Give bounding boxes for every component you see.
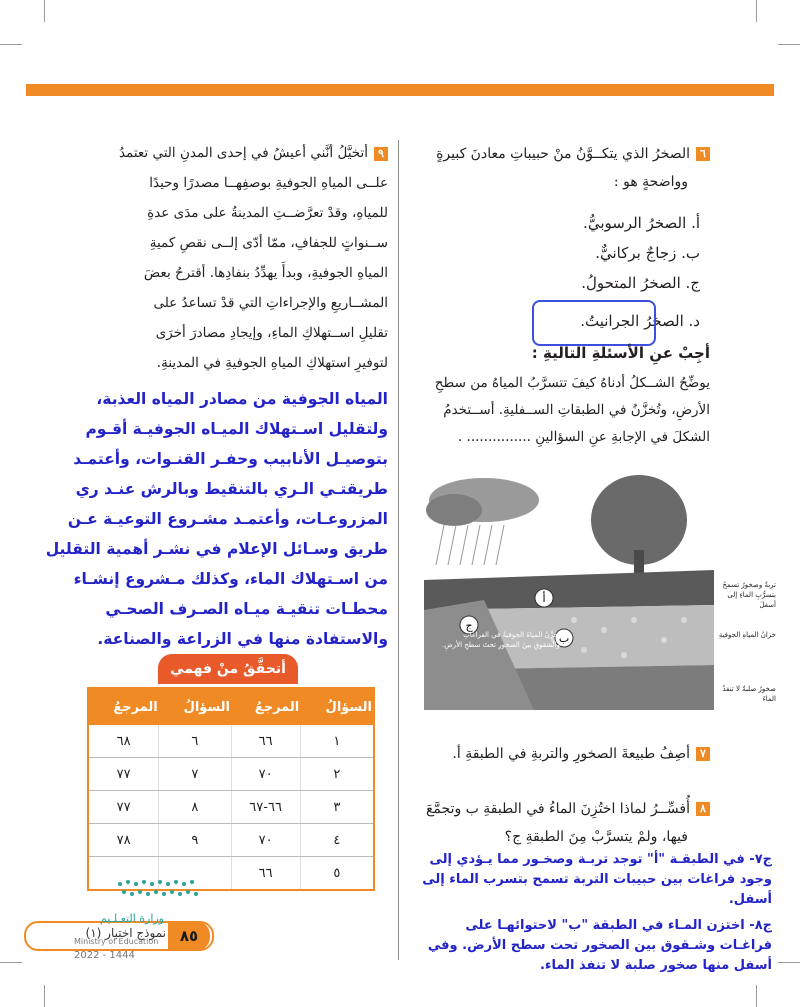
question-7 bbox=[410, 740, 710, 768]
section-heading: أجِبْ عنِ الأسئلةِ التاليةِ : bbox=[531, 344, 710, 362]
table-cell: ٧٠ bbox=[231, 758, 300, 791]
question-text: المياهِ الجوفيةِ، وبدأَ يهدِّدُ بنفادِها. أقترحُ بعضَ bbox=[143, 265, 388, 281]
crop-mark bbox=[756, 985, 757, 1007]
question-number: ٨ bbox=[696, 802, 710, 816]
answer-line: فراغـات وشـقوق بين الصخور تحت سطح الأرض. وفي bbox=[427, 938, 772, 953]
crop-mark bbox=[44, 985, 45, 1007]
answer-line: محطـات تنقيـة ميـاه الصـرف الصحـي bbox=[105, 600, 388, 618]
table-header: المرجعُ bbox=[231, 688, 300, 725]
answer-8 bbox=[402, 916, 772, 976]
question-number: ٦ bbox=[696, 147, 710, 161]
crop-mark bbox=[44, 0, 45, 22]
answer-line: المياه الجوفية من مصادر المياه العذبة، bbox=[96, 390, 388, 408]
answer-highlight-box bbox=[532, 300, 656, 346]
answer-line: ولتقليل اسـتهلاك الميـاه الجوفيـة أقـوم bbox=[85, 420, 388, 438]
reference-table bbox=[87, 687, 375, 891]
table-cell: ٧٠ bbox=[231, 824, 300, 857]
header-accent-bar bbox=[26, 84, 774, 96]
question-number: ٧ bbox=[696, 747, 710, 761]
question-text: لتوفيرِ استهلاكِ المياهِ الجوفيةِ في المدينةِ. bbox=[156, 355, 388, 371]
table-cell: ٥ bbox=[300, 857, 374, 891]
choice-b[interactable]: ب. زجاجٌ بركانيٌّ. bbox=[595, 244, 700, 262]
figure-side-top: تربةٌ وصخورٌ تسمحُ بتسرُّبِ الماءِ إلى أسفلَ bbox=[722, 581, 776, 609]
crop-mark bbox=[778, 44, 800, 45]
question-6 bbox=[410, 140, 710, 196]
table-cell: ٧٧ bbox=[88, 758, 159, 791]
intro-line: الأرضِ، وتُخزَّنُ في الطبقاتِ الســفليةِ. أســتخدمُ bbox=[443, 402, 710, 418]
figure-inner-caption: تخزَّنُ المياهُ الجوفيةُ في الفراغاتِ والشقوقِ بينَ الصخورِ تحتَ سطحِ الأرضِ. bbox=[442, 631, 560, 649]
table-title: أتحقَّقُ منْ فهمي bbox=[158, 654, 298, 684]
table-row bbox=[88, 725, 374, 758]
question-text: للمياهِ، وقدْ تعرَّضــتِ المدينةُ على مدَى عدةِ bbox=[147, 205, 388, 221]
answer-line: ج٧- في الطبقـة "أ" توجد تربـة وصخـور مما يـؤدي إلى bbox=[429, 852, 772, 867]
answer-line: من اسـتهلاك الماء، وكذلك مـشروع إنشـاء bbox=[73, 570, 388, 588]
table-header: السؤالُ bbox=[159, 688, 231, 725]
ministry-name-ar: وزارة التعـلـيم bbox=[99, 912, 164, 925]
table-cell: ٧٨ bbox=[88, 824, 159, 857]
test-label: نموذج اختبار (١) bbox=[85, 926, 166, 940]
page-number: ٨٥ bbox=[168, 921, 210, 951]
figure-label-a: أ bbox=[542, 592, 546, 605]
answer-line: والاستفادة منها في الزراعة والصناعة. bbox=[97, 630, 388, 648]
question-text: علــى المياهِ الجوفيةِ بوصفِهــا مصدرًا وحيدًا bbox=[149, 175, 388, 191]
table-cell: ٧ bbox=[159, 758, 231, 791]
table-cell: ٨ bbox=[159, 791, 231, 824]
table-row bbox=[88, 758, 374, 791]
choice-a[interactable]: أ. الصخرُ الرسوبيُّ. bbox=[583, 214, 700, 232]
question-text: تقليلِ اســتهلاكِ الماءِ، وإيجادِ مصادرَ أخرَى bbox=[155, 325, 388, 341]
crop-mark bbox=[756, 0, 757, 22]
table-cell: ٤ bbox=[300, 824, 374, 857]
table-cell: ١ bbox=[300, 725, 374, 758]
question-9 bbox=[78, 138, 388, 378]
question-text: فيها، ولمْ يتسرَّبْ مِنَ الطبقةِ ج؟ bbox=[504, 829, 688, 845]
figure-intro bbox=[410, 370, 710, 451]
table-cell: ٧٧ bbox=[88, 791, 159, 824]
choice-d[interactable]: د. الصخرُ الجرانيتُ. bbox=[580, 312, 700, 330]
intro-line: الشكلَ في الإجابةِ عنِ السؤالينِ ............... . bbox=[457, 429, 710, 445]
crop-mark bbox=[0, 962, 22, 963]
table-cell: ٩ bbox=[159, 824, 231, 857]
table-cell: ٦ bbox=[159, 725, 231, 758]
choice-c[interactable]: ج. الصخرُ المتحولُ. bbox=[581, 274, 700, 292]
answer-line: أسفل. bbox=[728, 892, 772, 907]
question-8 bbox=[410, 795, 710, 851]
table-header: السؤالُ bbox=[300, 688, 374, 725]
answer-line: طريق وسـائل الإعلام في نشـر أهمية التقليل bbox=[45, 540, 388, 558]
crop-mark bbox=[0, 44, 22, 45]
question-number: ٩ bbox=[374, 147, 388, 161]
question-text: أُفسِّــرُ لماذا اختُزِنَ الماءُ في الطبقةِ ب وتجمَّعَ bbox=[425, 801, 690, 817]
answer-9 bbox=[22, 384, 388, 654]
question-text: وواضحةٍ هو : bbox=[613, 174, 688, 190]
table-row bbox=[88, 791, 374, 824]
question-text: أصِفُ طبيعةَ الصخورِ والتربةِ في الطبقةِ أ. bbox=[452, 746, 690, 762]
answer-line: أسفل منها صخور صلبة لا تنفذ الماء. bbox=[539, 958, 772, 973]
figure-side-mid: خزانُ المياهِ الجوفيةِ bbox=[718, 631, 776, 639]
answer-line: وجود فراغات بين حبيبات التربة تسمح بتسرب الماء إلى bbox=[422, 872, 772, 887]
question-text: الصخرُ الذي يتكــوَّنُ منْ حبيباتِ معادنَ كبيرةٍ bbox=[436, 146, 690, 162]
figure-side-bottom: صخورٌ صلبةٌ لا تنفذُ الماءَ bbox=[722, 685, 776, 703]
table-header: المرجعُ bbox=[88, 688, 159, 725]
figure-label-c: ج bbox=[465, 619, 473, 632]
table-row bbox=[88, 824, 374, 857]
table-cell: ٦٦ bbox=[231, 857, 300, 891]
figure-label-b: ب bbox=[558, 632, 570, 645]
crop-mark bbox=[778, 962, 800, 963]
answer-7 bbox=[402, 850, 772, 910]
answer-line: طريقتـي الـري بالتنقيط وبالرش عنـد ري bbox=[75, 480, 388, 498]
question-text: المشــاريعِ والإجراءاتِ التي قدْ تساعدُ على bbox=[153, 295, 388, 311]
table-cell: ٢ bbox=[300, 758, 374, 791]
question-text: ســنواتٍ للجفافِ، ممّا أدّى إلــى نقصِ كميةِ bbox=[149, 235, 388, 251]
table-cell: ٦٦-٦٧ bbox=[231, 791, 300, 824]
intro-line: يوضِّحُ الشــكلُ أدناهُ كيفَ تتسرَّبُ المياهُ من سطحِ bbox=[434, 375, 710, 391]
groundwater-figure bbox=[424, 470, 714, 710]
answer-line: المزروعـات، وأعتمـد مشـروع التوعيـة عـن bbox=[67, 510, 388, 528]
table-cell: ٦٨ bbox=[88, 725, 159, 758]
table-header-row bbox=[88, 688, 374, 725]
answer-line: ج٨- اختزن المـاء في الطبقة "ب" لاحتوائهـا على bbox=[465, 918, 772, 933]
table-cell: ٣ bbox=[300, 791, 374, 824]
question-text: أتخيَّلُ أنَّني أعيشُ في إحدى المدنِ التي تعتمدُ bbox=[118, 145, 368, 161]
answer-line: بتوصيـل الأنابيب وحفـر القنـوات، وأعتمـد bbox=[73, 450, 388, 468]
ministry-logo-icon bbox=[112, 876, 204, 906]
edition-year: 2022 - 1444 bbox=[74, 950, 135, 961]
column-divider bbox=[398, 140, 399, 960]
table-cell: ٦٦ bbox=[231, 725, 300, 758]
ministry-name-en: Ministry of Education bbox=[74, 937, 159, 946]
groundwater-illustration bbox=[424, 470, 714, 710]
